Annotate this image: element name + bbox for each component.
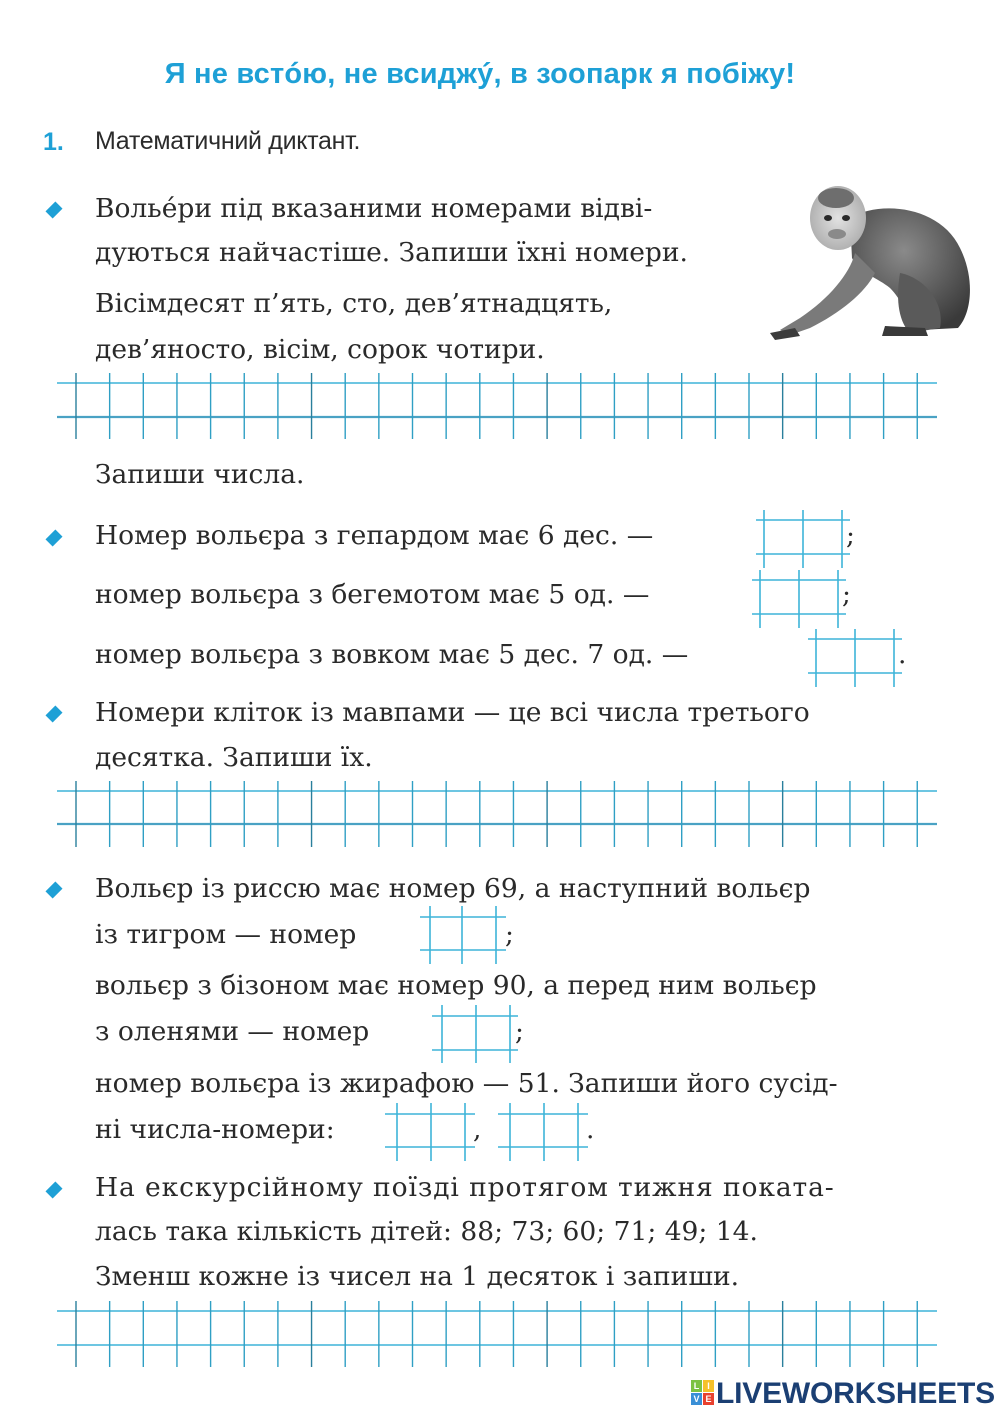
- bullet-diamond-icon: [45, 881, 62, 898]
- separator: ,: [473, 1114, 482, 1145]
- bullet-diamond-icon: [45, 705, 62, 722]
- logo-text: LIVEWORKSHEETS: [716, 1377, 995, 1410]
- punct: ;: [842, 579, 851, 610]
- answer-box-cheetah[interactable]: [756, 510, 850, 568]
- answer-grid-3[interactable]: [57, 1300, 937, 1368]
- answer-grid-2[interactable]: [57, 780, 937, 850]
- tiger-question: із тигром — номер: [95, 919, 357, 950]
- answer-box-tiger[interactable]: [420, 906, 506, 964]
- neighbors-prompt: ні числа-номери:: [95, 1114, 335, 1145]
- section1-line-4: дев’яносто, вісім, сорок чотири.: [95, 334, 545, 365]
- answer-box-hippo[interactable]: [752, 570, 846, 628]
- task-number: 1.: [43, 128, 64, 156]
- bison-question: вольєр з бізоном має номер 90, а перед ним вольєр: [95, 970, 817, 1001]
- section2-intro: Запиши числа.: [95, 459, 305, 490]
- train-question-line-2: лась така кількість дітей: 88; 73; 60; 71; 49; 14.: [95, 1216, 758, 1247]
- punct: .: [898, 639, 907, 670]
- train-question-line-3: Зменш кожне із чисел на 1 десяток і запиши.: [95, 1261, 740, 1292]
- punct: ;: [505, 919, 514, 950]
- answer-grid-1[interactable]: [57, 372, 937, 442]
- answer-box-giraffe-prev[interactable]: [385, 1103, 475, 1161]
- train-question-line-1: На екскурсійному поїзді протягом тижня поката-: [95, 1172, 835, 1203]
- section1-line-2: дуються найчастіше. Запиши їхні номери.: [95, 237, 688, 268]
- monkeys-question-line-2: десятка. Запиши їх.: [95, 742, 373, 773]
- task-title: Математичний диктант.: [95, 127, 361, 155]
- wolf-question: номер вольєра з вовком має 5 дес. 7 од. —: [95, 639, 689, 670]
- answer-box-giraffe-next[interactable]: [498, 1103, 588, 1161]
- hippo-question: номер вольєра з бегемотом має 5 од. —: [95, 579, 650, 610]
- logo-squares-icon: L I V E: [691, 1380, 715, 1406]
- monkeys-question-line-1: Номери кліток із мавпами — це всі числа третього: [95, 697, 810, 728]
- bullet-diamond-icon: [45, 201, 62, 218]
- section1-line-3: Вісімдесят п’ять, сто, дев’ятнадцять,: [95, 288, 613, 319]
- lynx-question-line-1: Вольєр із риссю має номер 69, а наступний вольєр: [95, 873, 811, 904]
- answer-box-deer[interactable]: [432, 1005, 518, 1063]
- answer-box-wolf[interactable]: [808, 629, 902, 687]
- deer-question: з оленями — номер: [95, 1016, 370, 1047]
- punct: .: [586, 1114, 595, 1145]
- section1-line-1: Вольéри під вказаними номерами відві-: [95, 193, 653, 224]
- monkey-image: [760, 178, 975, 346]
- bullet-diamond-icon: [45, 1181, 62, 1198]
- page-title: Я не встóю, не всиджý, в зоопарк я побіжу!: [164, 58, 796, 90]
- giraffe-question: номер вольєра із жирафою — 51. Запиши його сусід-: [95, 1068, 838, 1099]
- punct: ;: [846, 520, 855, 551]
- cheetah-question: Номер вольєра з гепардом має 6 дес. —: [95, 520, 654, 551]
- punct: ;: [515, 1016, 524, 1047]
- bullet-diamond-icon: [45, 529, 62, 546]
